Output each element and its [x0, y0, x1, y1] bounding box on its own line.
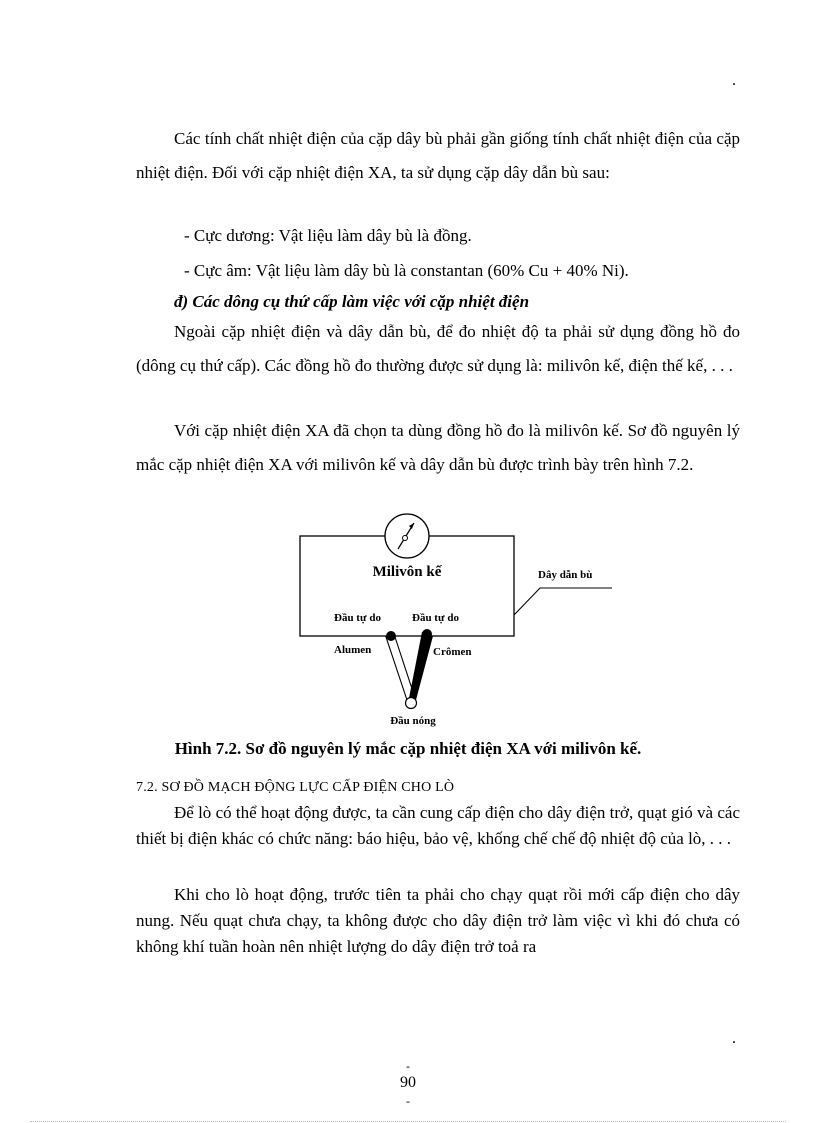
paragraph-compensating-wire: Các tính chất nhiệt điện của cặp dây bù phải gần giống tính chất nhiệt điện của cặp nhiệt điện. Đối với cặp nhiệt điện XA, ta sử dụng cặp dây dẫn bù sau:	[136, 129, 740, 182]
page-number: 90	[400, 1074, 416, 1091]
wire-label: Dây dẫn bù	[538, 569, 593, 581]
thermocouple-diagram	[0, 505, 816, 735]
alumen-label: Alumen	[334, 644, 372, 656]
free-end-left-dot	[386, 631, 396, 641]
bullet-positive-pole: - Cực dương: Vật liệu làm dây bù là đồng.	[184, 226, 472, 245]
paragraph-power-supply: Để lò có thể hoạt động được, ta cần cung cấp điện cho dây điện trở, quạt gió và các thiết bị điện khác có chức năng: báo hiệu, bảo vệ, khống chế chế độ nhiệt độ của lò, . . .	[136, 803, 740, 848]
paragraph-xa-wiring: Với cặp nhiệt điện XA đã chọn ta dùng đồng hồ đo là milivôn kế. Sơ đồ nguyên lý mắc cặp nhiệt điện XA với milivôn kế và dây dẫn bù được trình bày trên hình 7.2.	[136, 421, 740, 474]
section-heading: 7.2. SƠ ĐỒ MẠCH ĐỘNG LỰC CẤP ĐIỆN CHO LÒ	[136, 780, 455, 795]
page-dash-bottom: -	[406, 1094, 410, 1108]
subheading-secondary-instruments: đ) Các dông cụ thứ cấp làm việc với cặp nhiệt điện	[174, 292, 530, 311]
meter-label: Milivôn kế	[372, 564, 442, 580]
cromen-label: Crômen	[433, 646, 472, 658]
free-end-right-dot	[422, 629, 432, 639]
hot-end-dot	[406, 698, 417, 709]
bottom-dotted-rule	[30, 1121, 786, 1122]
header-dot: .	[732, 72, 736, 89]
footer-dot: .	[732, 1030, 736, 1047]
free-end-left-label: Đầu tự do	[334, 612, 381, 624]
paragraph-fan-startup: Khi cho lò hoạt động, trước tiên ta phải cho chạy quạt rồi mới cấp điện cho dây nung. Nếu quạt chưa chạy, ta không được cho dây điện trở làm việc vì khi đó chưa có không khí tuần hoàn nên nhiệt lượng do dây điện trở toả ra	[136, 885, 740, 956]
free-end-right-label: Đầu tự do	[412, 612, 459, 624]
bullet-negative-pole: - Cực âm: Vật liệu làm dây bù là constantan (60% Cu + 40% Ni).	[184, 261, 629, 280]
paragraph-secondary-instruments: Ngoài cặp nhiệt điện và dây dẫn bù, để đo nhiệt độ ta phải sử dụng đồng hồ đo (dông cụ thứ cấp). Các đồng hồ đo thường được sử dụng là: milivôn kế, điện thế kế, . . .	[136, 322, 740, 375]
figure-caption: Hình 7.2. Sơ đồ nguyên lý mắc cặp nhiệt điện XA với milivôn kế.	[174, 739, 642, 758]
compensating-wire-line	[514, 588, 612, 615]
page-dash-top: -	[406, 1059, 410, 1073]
hot-end-label: Đầu nóng	[390, 715, 436, 727]
cromen-wire	[409, 632, 433, 700]
